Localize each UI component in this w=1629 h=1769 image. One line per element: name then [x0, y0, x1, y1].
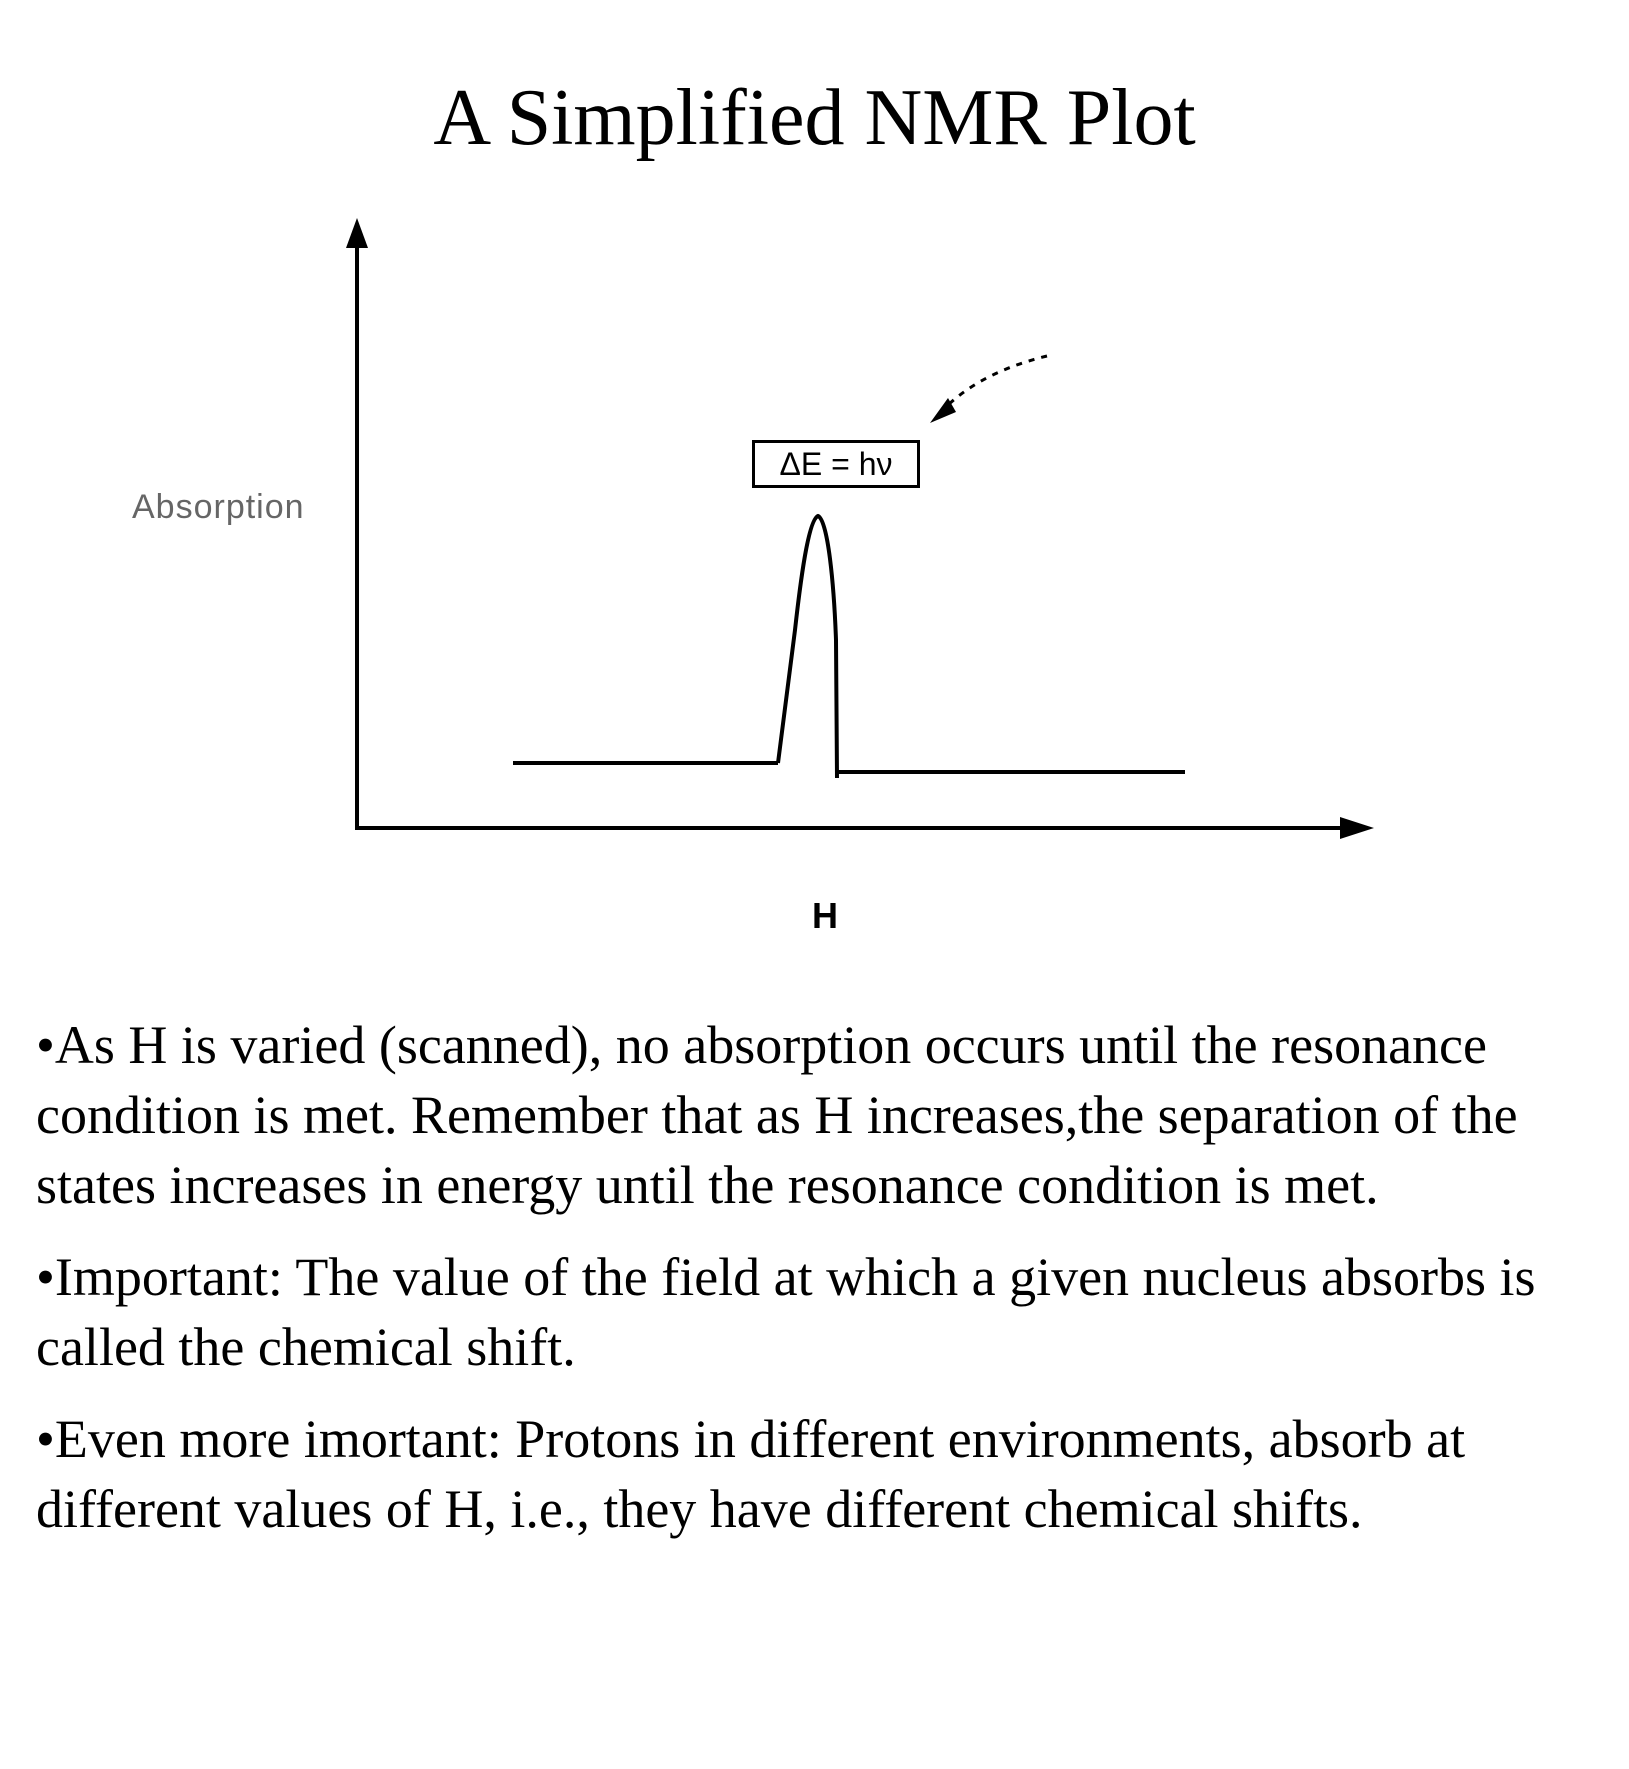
bullet-marker: • — [36, 1015, 55, 1075]
bullet-marker: • — [36, 1409, 55, 1469]
page-title: A Simplified NMR Plot — [433, 74, 1196, 162]
x-axis-label: H — [812, 895, 838, 936]
bullet-item — [36, 1404, 1606, 1544]
x-axis-arrowhead — [1340, 817, 1374, 839]
bullet-marker: • — [36, 1247, 55, 1307]
annotation-pointer — [948, 356, 1047, 405]
bullet-item — [36, 1242, 1606, 1382]
y-axis-label: Absorption — [132, 488, 305, 526]
bullet-text: Important: The value of the field at which a given nucleus absorbs is called the chemical shift. — [36, 1247, 1536, 1377]
bullet-text: As H is varied (scanned), no absorption occurs until the resonance condition is met. Remember that as H increases,the separation of the states increases in energy until the resonance condition is met. — [36, 1015, 1518, 1215]
bullet-text: Even more imortant: Protons in different environments, absorb at different values of H, i.e., they have different chemical shifts. — [36, 1409, 1466, 1539]
bullet-list — [36, 1010, 1606, 1566]
energy-equation-box: ΔE = hν — [752, 440, 920, 488]
y-axis-arrowhead — [346, 218, 368, 248]
absorption-peak — [778, 516, 837, 778]
bullet-item — [36, 1010, 1606, 1220]
